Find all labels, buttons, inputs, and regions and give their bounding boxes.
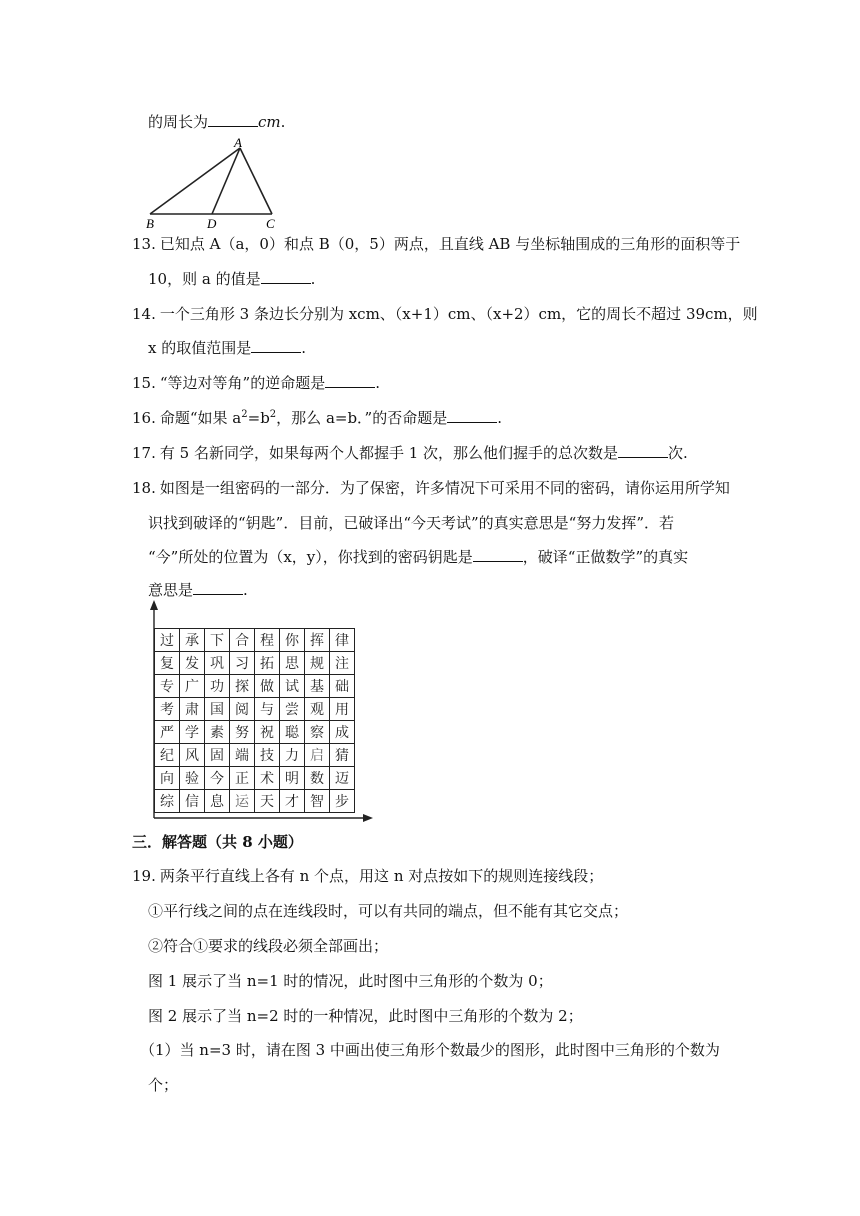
q16-text-c: ，那么 a=b．”的否命题是 — [276, 409, 448, 427]
q17-number: 17. — [132, 444, 156, 462]
grid-row — [155, 629, 355, 652]
grid-row — [155, 767, 355, 790]
grid-cell: 思 — [280, 652, 305, 675]
q13-end: . — [310, 270, 316, 288]
q19-line3: ②符合①要求的线段必须全部画出； — [148, 937, 389, 955]
grid-cell: 合 — [230, 629, 255, 652]
grid-cell: 技 — [255, 744, 280, 767]
q16-end: . — [497, 409, 503, 427]
grid-cell: 息 — [205, 790, 230, 813]
grid-cell: 探 — [230, 675, 255, 698]
grid-cell: 纪 — [155, 744, 180, 767]
q19-line7: 个； — [148, 1076, 179, 1094]
q16-number: 16. — [132, 409, 156, 427]
q13-line1 — [132, 234, 740, 254]
q13-line2 — [148, 269, 315, 289]
q13-number: 13. — [132, 235, 156, 253]
q15-end: . — [375, 374, 380, 392]
answer-blank[interactable] — [208, 112, 258, 127]
exponent: 2 — [241, 409, 248, 420]
grid-cell: 础 — [330, 675, 355, 698]
grid-cell: 天 — [255, 790, 280, 813]
q14-end: . — [301, 339, 307, 357]
answer-blank[interactable] — [325, 373, 375, 388]
q16-text-b: =b — [247, 409, 270, 427]
q18-text1: 如图是一组密码的一部分．为了保密，许多情况下可采用不同的密码，请你运用所学知 — [159, 479, 730, 497]
code-grid — [154, 628, 355, 813]
q19-line4: 图 1 展示了当 n=1 时的情况，此时图中三角形的个数为 0； — [148, 972, 553, 990]
grid-cell: 与 — [255, 698, 280, 721]
grid-cell: 巩 — [205, 652, 230, 675]
grid-cell: 广 — [180, 675, 205, 698]
grid-cell: 国 — [205, 698, 230, 721]
grid-row — [155, 721, 355, 744]
grid-cell: 综 — [155, 790, 180, 813]
answer-blank[interactable] — [193, 580, 243, 595]
grid-cell: 肃 — [180, 698, 205, 721]
q17-line — [132, 443, 688, 463]
q18-text4a: 意思是 — [148, 581, 194, 599]
grid-cell: 阅 — [230, 698, 255, 721]
grid-cell: 过 — [155, 629, 180, 652]
grid-cell: 学 — [180, 721, 205, 744]
q19-line6: （1）当 n=3 时，请在图 3 中画出使三角形个数最少的图形，此时图中三角形的个数为 — [140, 1041, 720, 1059]
q14-text2: x 的取值范围是 — [148, 339, 252, 357]
q14-line2 — [148, 338, 306, 358]
q18-text3a: “今”所处的位置为（x，y），你找到的密码钥匙是 — [148, 548, 473, 566]
grid-cell: 功 — [205, 675, 230, 698]
grid-cell: 律 — [330, 629, 355, 652]
grid-cell: 成 — [330, 721, 355, 744]
side-ac — [240, 148, 272, 214]
q16-text-a: 命题“如果 a — [159, 409, 242, 427]
grid-row — [155, 744, 355, 767]
q19-line5: 图 2 展示了当 n=2 时的一种情况，此时图中三角形的个数为 2； — [148, 1007, 583, 1025]
grid-cell: 承 — [180, 629, 205, 652]
grid-cell: 猜 — [330, 744, 355, 767]
triangle-figure — [144, 136, 284, 230]
q17-text: 有 5 名新同学，如果每两个人都握手 1 次，那么他们握手的总次数是 — [159, 444, 619, 462]
grid-cell: 复 — [155, 652, 180, 675]
answer-blank[interactable] — [473, 547, 523, 562]
grid-cell: 启 — [305, 744, 330, 767]
q15-text: “等边对等角”的逆命题是 — [159, 374, 326, 392]
grid-cell: 素 — [205, 721, 230, 744]
q17-end: 次. — [668, 444, 688, 462]
label-d: D — [207, 216, 217, 230]
grid-cell: 力 — [280, 744, 305, 767]
grid-cell: 今 — [205, 767, 230, 790]
q18-line4 — [148, 580, 248, 600]
grid-cell: 固 — [205, 744, 230, 767]
grid-cell: 下 — [205, 629, 230, 652]
q18-line2 — [148, 513, 674, 533]
x-axis-arrow — [363, 814, 373, 822]
grid-cell: 察 — [305, 721, 330, 744]
grid-cell: 术 — [255, 767, 280, 790]
q18-text3b: ，破译“正做数学”的真实 — [522, 548, 689, 566]
grid-cell: 智 — [305, 790, 330, 813]
q12-unit: cm — [258, 113, 281, 131]
grid-row — [155, 698, 355, 721]
answer-blank[interactable] — [251, 338, 301, 353]
grid-cell: 数 — [305, 767, 330, 790]
label-b: B — [146, 216, 154, 230]
grid-row — [155, 675, 355, 698]
grid-cell: 挥 — [305, 629, 330, 652]
y-axis-arrow — [150, 600, 158, 610]
grid-cell: 基 — [305, 675, 330, 698]
grid-cell: 拓 — [255, 652, 280, 675]
q18-text2: 识找到破译的“钥匙”．目前，已破译出“今天考试”的真实意思是“努力发挥”．若 — [148, 514, 675, 532]
grid-cell: 步 — [330, 790, 355, 813]
q18-number: 18. — [132, 479, 156, 497]
grid-cell: 努 — [230, 721, 255, 744]
grid-cell: 用 — [330, 698, 355, 721]
code-grid-figure — [146, 598, 372, 824]
q19-text1: 两条平行直线上各有 n 个点，用这 n 对点按如下的规则连接线段； — [159, 867, 604, 885]
q16-line — [132, 408, 502, 428]
grid-cell: 注 — [330, 652, 355, 675]
grid-cell: 风 — [180, 744, 205, 767]
grid-cell: 观 — [305, 698, 330, 721]
exponent: 2 — [269, 409, 277, 420]
q18-end: . — [243, 581, 248, 599]
q12-tail — [148, 112, 285, 132]
q18-line3 — [148, 547, 688, 567]
grid-cell: 正 — [230, 767, 255, 790]
grid-cell: 迈 — [330, 767, 355, 790]
grid-cell: 程 — [255, 629, 280, 652]
grid-row — [155, 652, 355, 675]
q18-line1 — [132, 478, 730, 498]
grid-cell: 端 — [230, 744, 255, 767]
q19-number: 19. — [132, 867, 156, 885]
section-heading: 三．解答题（共 8 小题） — [132, 833, 303, 851]
grid-cell: 明 — [280, 767, 305, 790]
grid-row — [155, 790, 355, 813]
grid-cell: 做 — [255, 675, 280, 698]
answer-blank[interactable] — [618, 443, 668, 458]
q14-line1 — [132, 304, 758, 324]
grid-cell: 信 — [180, 790, 205, 813]
q14-number: 14. — [132, 305, 156, 323]
label-a: A — [234, 136, 242, 150]
answer-blank[interactable] — [261, 269, 311, 284]
grid-cell: 习 — [230, 652, 255, 675]
label-c: C — [266, 216, 275, 230]
q14-text: 一个三角形 3 条边长分别为 xcm、（x+1）cm、（x+2）cm，它的周长不超过 39cm，则 — [159, 305, 758, 323]
grid-cell: 聪 — [280, 721, 305, 744]
q15-line — [132, 373, 380, 393]
q13-text: 已知点 A（a，0）和点 B（0，5）两点，且直线 AB 与坐标轴围成的三角形的面积等于 — [159, 235, 741, 253]
grid-cell: 严 — [155, 721, 180, 744]
grid-cell: 考 — [155, 698, 180, 721]
grid-cell: 发 — [180, 652, 205, 675]
q12-prefix: 的周长为 — [148, 113, 209, 131]
q19-line1 — [132, 866, 603, 886]
q13-text2: 10，则 a 的值是 — [148, 270, 261, 288]
grid-cell: 专 — [155, 675, 180, 698]
grid-cell: 规 — [305, 652, 330, 675]
grid-cell: 向 — [155, 767, 180, 790]
answer-blank[interactable] — [447, 408, 497, 423]
q19-line2: ①平行线之间的点在连线段时，可以有共同的端点，但不能有其它交点； — [148, 902, 629, 920]
q12-end: . — [280, 113, 286, 131]
grid-cell: 才 — [280, 790, 305, 813]
grid-cell: 验 — [180, 767, 205, 790]
q15-number: 15. — [132, 374, 156, 392]
grid-cell: 祝 — [255, 721, 280, 744]
grid-cell: 你 — [280, 629, 305, 652]
grid-cell: 运 — [230, 790, 255, 813]
grid-cell: 尝 — [280, 698, 305, 721]
grid-cell: 试 — [280, 675, 305, 698]
